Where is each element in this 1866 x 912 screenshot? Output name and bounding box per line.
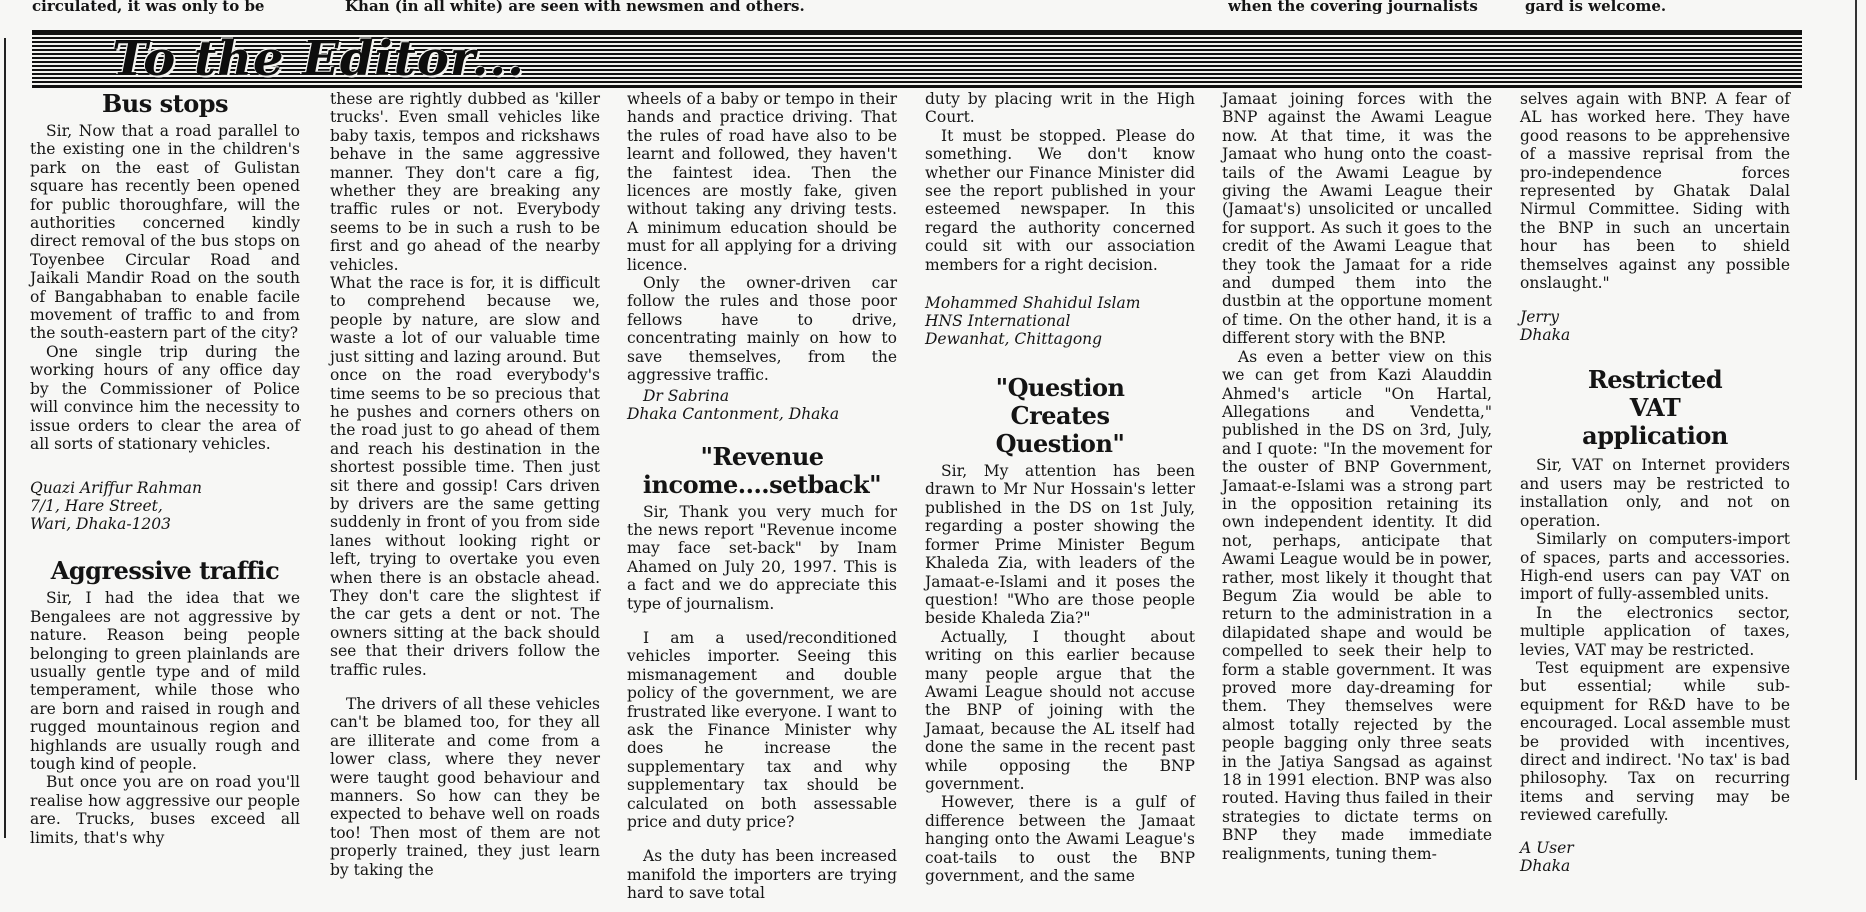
top-snippet-3: when the covering journalists [1228, 0, 1478, 15]
paragraph: Actually, I thought about writing on this earlier because many people argue that the Awami League should not accuse the BNP of joining with the Jamaat, because the AL itself had done the same in the recent past while opposing the BNP government. [925, 627, 1195, 793]
paragraph: Test equipment are expensive but essential; while sub-equipment for R&D have to be encouraged. Local assemble must be provided with incentives, direct and indirect. 'No tax' is bad philosophy. Tax on recurring items and serving may be reviewed carefully. [1520, 658, 1790, 825]
column-4 [925, 90, 1195, 885]
paragraph: Jamaat joining forces with the BNP against the Awami League now. At that time, it was the Jamaat who hung onto the coast-tails of the Awami League by giving the Awami League their (Jamaat's) unsolicited or uncalled for support. As such it goes to the credit of the Awami League that they took the Jamaat for a ride and dumped them into the dustbin at the opportune moment of time. On the other hand, it is a different story with the BNP. [1222, 90, 1492, 348]
signature-address: Dhaka [1520, 856, 1571, 875]
headline-aggressive-traffic: Aggressive traffic [50, 556, 280, 586]
column-2 [330, 90, 600, 879]
headline-revenue: "Revenue income....setback" [642, 441, 882, 499]
signature-address: Wari, Dhaka-1203 [30, 515, 172, 534]
paragraph: However, there is a gulf of difference between the Jamaat hanging onto the Awami League's coat-tails to oust the BNP government, and the same [925, 793, 1195, 885]
paragraph: Sir, Now that a road parallel to the existing one in the children's park on the east of Gulistan square has recently been opened for public thoroughfare, will the authorities concerned kindly direct removal of the bus stops on Toyenbee Circular Road and Jaikali Mandir Road on the south of Bangabhaban to enable facile movement of traffic to and from the south-eastern part of the city? [30, 122, 300, 343]
signature-name: Mohammed Shahidul Islam [925, 294, 1141, 313]
signature [1520, 308, 1790, 344]
page-edge-line [4, 38, 6, 838]
page-edge-line-right [1855, 0, 1857, 780]
signature-name: A User [1520, 838, 1574, 857]
signature-address: Dewanhat, Chittagong [925, 330, 1103, 349]
paragraph: Similarly on computers-import of spaces, parts and accessories. High-end users can pay VAT on import of fully-assembled units. [1520, 530, 1790, 604]
section-banner [32, 30, 1802, 88]
paragraph: Sir, My attention has been drawn to Mr Nur Hossain's letter published in the DS on 1st July, regarding a poster showing the former Prime Minister Begum Khaleda Zia, with leaders of the Jamaat-e-Islami and it poses the question! "Who are those people beside Khaleda Zia?" [925, 462, 1195, 628]
signature-org: HNS International [925, 312, 1071, 331]
column-1 [30, 90, 300, 847]
paragraph: selves again with BNP. A fear of AL has worked here. They have good reasons to be apprehensive of a massive reprisal from the pro-independence forces represented by Ghatak Dalal Nirmul Committee. Siding with the BNP in such an uncertain hour has been to shield themselves against any possible onslaught." [1520, 90, 1790, 293]
signature [925, 294, 1195, 348]
signature-address: Dhaka [1520, 326, 1571, 345]
column-3 [627, 90, 897, 903]
top-snippet-2: Khan (in all white) are seen with newsmen and others. [345, 0, 805, 15]
paragraph: As the duty has been increased manifold the importers are trying hard to save total [627, 847, 897, 903]
paragraph: wheels of a baby or tempo in their hands and practice driving. That the rules of road have also to be learnt and followed, they haven't the faintest idea. Then the licences are mostly fake, given without taking any driving tests. A minimum education should be must for all applying for a driving licence. [627, 90, 897, 274]
paragraph: these are rightly dubbed as 'killer trucks'. Even small vehicles like baby taxis, tempos and rickshaws behave in the same aggressive manner. They don't care a fig, whether they are breaking any traffic rules or not. Everybody seems to be in such a rush to be first and go ahead of the nearby vehicles. [330, 90, 600, 274]
signature-name: Quazi Ariffur Rahman [30, 479, 203, 498]
column-6 [1520, 90, 1790, 875]
signature-address: 7/1, Hare Street, [30, 497, 163, 516]
top-snippet-4: gard is welcome. [1525, 0, 1667, 15]
signature [1520, 839, 1790, 875]
paragraph: Sir, I had the idea that we Bengalees are not aggressive by nature. Reason being people belonging to green plainlands are usually gentle type and of mild temperament, while those who are born and raised in rough and rugged mountainous region and highlands are usually rough and tough kind of people. [30, 589, 300, 773]
paragraph: What the race is for, it is difficult to comprehend because we, people by nature, are slow and waste a lot of our valuable time just sitting and lazing around. But once on the road everybody's time seems to be so precious that he pushes and corners others on the road just to go ahead of them and reach his destination in the shortest possible time. Then just sit there and gossip! Cars driven by drivers are the same getting suddenly in front of you from side lanes without looking right or left, trying to overtake you even when there is an obstacle ahead. They don't care the slightest if the car gets a dent or not. The owners sitting at the back should see that their drivers follow the traffic rules. [330, 274, 600, 679]
column-5 [1222, 90, 1492, 863]
paragraph: In the electronics sector, multiple application of taxes, levies, VAT may be restricted. [1520, 603, 1790, 659]
paragraph: The drivers of all these vehicles can't be blamed too, for they all are illiterate and come from a lower class, where they never were taught good behaviour and manners. So how can they be expected to behave well on roads too! Then most of them are not properly trained, they just learn by taking the [330, 695, 600, 879]
paragraph: Sir, VAT on Internet providers and users may be restricted to installation only, and not on operation. [1520, 456, 1790, 530]
signature [627, 387, 897, 423]
signature-address: Dhaka Cantonment, Dhaka [627, 404, 840, 423]
signature-name: Jerry [1520, 308, 1559, 327]
paragraph: As even a better view on this we can get from Kazi Alauddin Ahmed's article "On Hartal, Allegations and Vendetta," published in the DS on 3rd, July, and I quote: "In the movement for the ouster of BNP Government, Jamaat-e-Islami was a strong part in the opposition retaining its own independent identity. It did not, perhaps, anticipate that Awami League would be in power, rather, most likely it thought that Begum Zia would be able to return to the administration in a dilapidated shape and would be compelled to seek their help to form a stable government. It was proved more day-dreaming for them. They themselves were almost totally rejected by the people bagging only three seats in the Jatiya Sangsad as against 18 in 1991 election. BNP was also routed. Having thus failed in their strategies to dictate terms on BNP they made immediate realignments, tuning them- [1222, 347, 1492, 863]
headline-restricted-vat: Restricted VAT application [1582, 365, 1728, 451]
signature [30, 479, 300, 533]
paragraph: Sir, Thank you very much for the news report "Revenue income may face set-back" by Inam Ahamed on July 20, 1997. This is a fact and we do appreciate this type of journalism. [627, 502, 897, 613]
headline-bus-stops: Bus stops [102, 89, 228, 118]
top-snippet-1: circulated, it was only to be [32, 0, 265, 15]
signature-name: Dr Sabrina [643, 386, 730, 405]
paragraph: One single trip during the working hours of any office day by the Commissioner of Police will convince him the necessity to issue orders to clear the area of all sorts of stationary vehicles. [30, 342, 300, 453]
paragraph: duty by placing writ in the High Court. [925, 90, 1195, 127]
paragraph: I am a used/reconditioned vehicles importer. Seeing this mismanagement and double policy of the government, we are frustrated like everyone. I want to ask the Finance Minister why does he increase the supplementary tax and why supplementary tax should be calculated on both assessable price and duty price? [627, 628, 897, 831]
paragraph: It must be stopped. Please do something. We don't know whether our Finance Minister did see the report published in your esteemed newspaper. In this regard the authority concerned could sit with our association members for a right decision. [925, 126, 1195, 274]
paragraph: Only the owner-driven car follow the rules and those poor fellows have to drive, concentrating mainly on how to save themselves, from the aggressive traffic. [627, 274, 897, 385]
paragraph: But once you are on road you'll realise how aggressive our people are. Trucks, buses exceed all limits, that's why [30, 773, 300, 847]
headline-question: "Question Creates Question" [995, 373, 1125, 459]
section-title: To the Editor... [112, 31, 525, 87]
